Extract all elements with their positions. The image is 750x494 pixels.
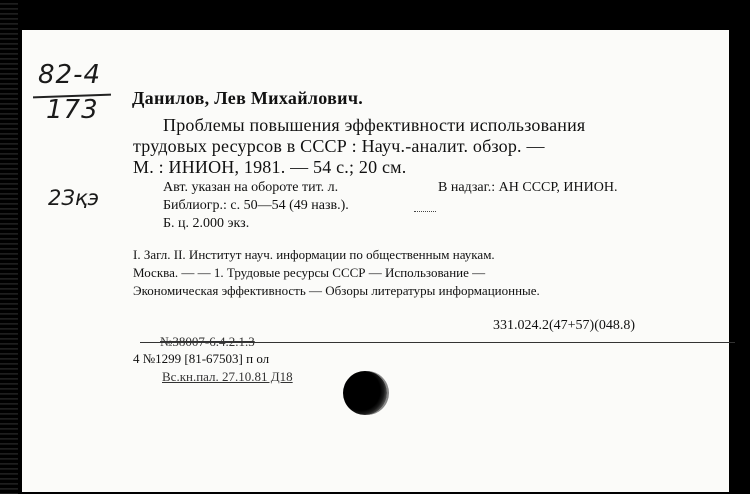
- call-number-top: 82-4: [38, 60, 102, 90]
- scan-edge: [0, 0, 18, 494]
- udc-classification: 331.024.2(47+57)(048.8): [493, 318, 636, 333]
- imprint-line: М. : ИНИОН, 1981. — 54 с.; 20 см.: [133, 157, 407, 177]
- inventory-mark: 2Зқэ: [48, 186, 100, 210]
- title-line-1: Проблемы повышения эффективности использования: [163, 115, 586, 135]
- dotted-trail: [414, 211, 436, 213]
- note-price-copies: Б. ц. 2.000 экз.: [163, 216, 250, 231]
- tracing-line-1: I. Загл. II. Институт науч. информации по общественным наукам.: [133, 247, 495, 262]
- note-bibliography: Библиогр.: с. 50—54 (49 назв.).: [163, 198, 349, 213]
- call-number-bottom: 173: [46, 95, 99, 125]
- printing-chamber-date: Вс.кн.пал. 27.10.81 Д18: [162, 369, 293, 384]
- title-line-2: трудовых ресурсов в СССР : Науч.-аналит. обзор. —: [133, 136, 545, 156]
- tracing-line-2: Москва. — — 1. Трудовые ресурсы СССР — Использование —: [133, 265, 486, 280]
- note-author: Авт. указан на обороте тит. л.: [163, 180, 339, 195]
- note-header: В надзаг.: АН СССР, ИНИОН.: [438, 180, 618, 195]
- author-heading: Данилов, Лев Михайлович.: [132, 88, 364, 108]
- tracing-line-3: Экономическая эффективность — Обзоры литературы информационные.: [133, 283, 540, 298]
- printing-order-number: №38007-6.4.2.1.3: [160, 334, 255, 349]
- card-punch-hole: [343, 371, 387, 415]
- printing-record-number: 4 №1299 [81-67503] п ол: [133, 351, 270, 366]
